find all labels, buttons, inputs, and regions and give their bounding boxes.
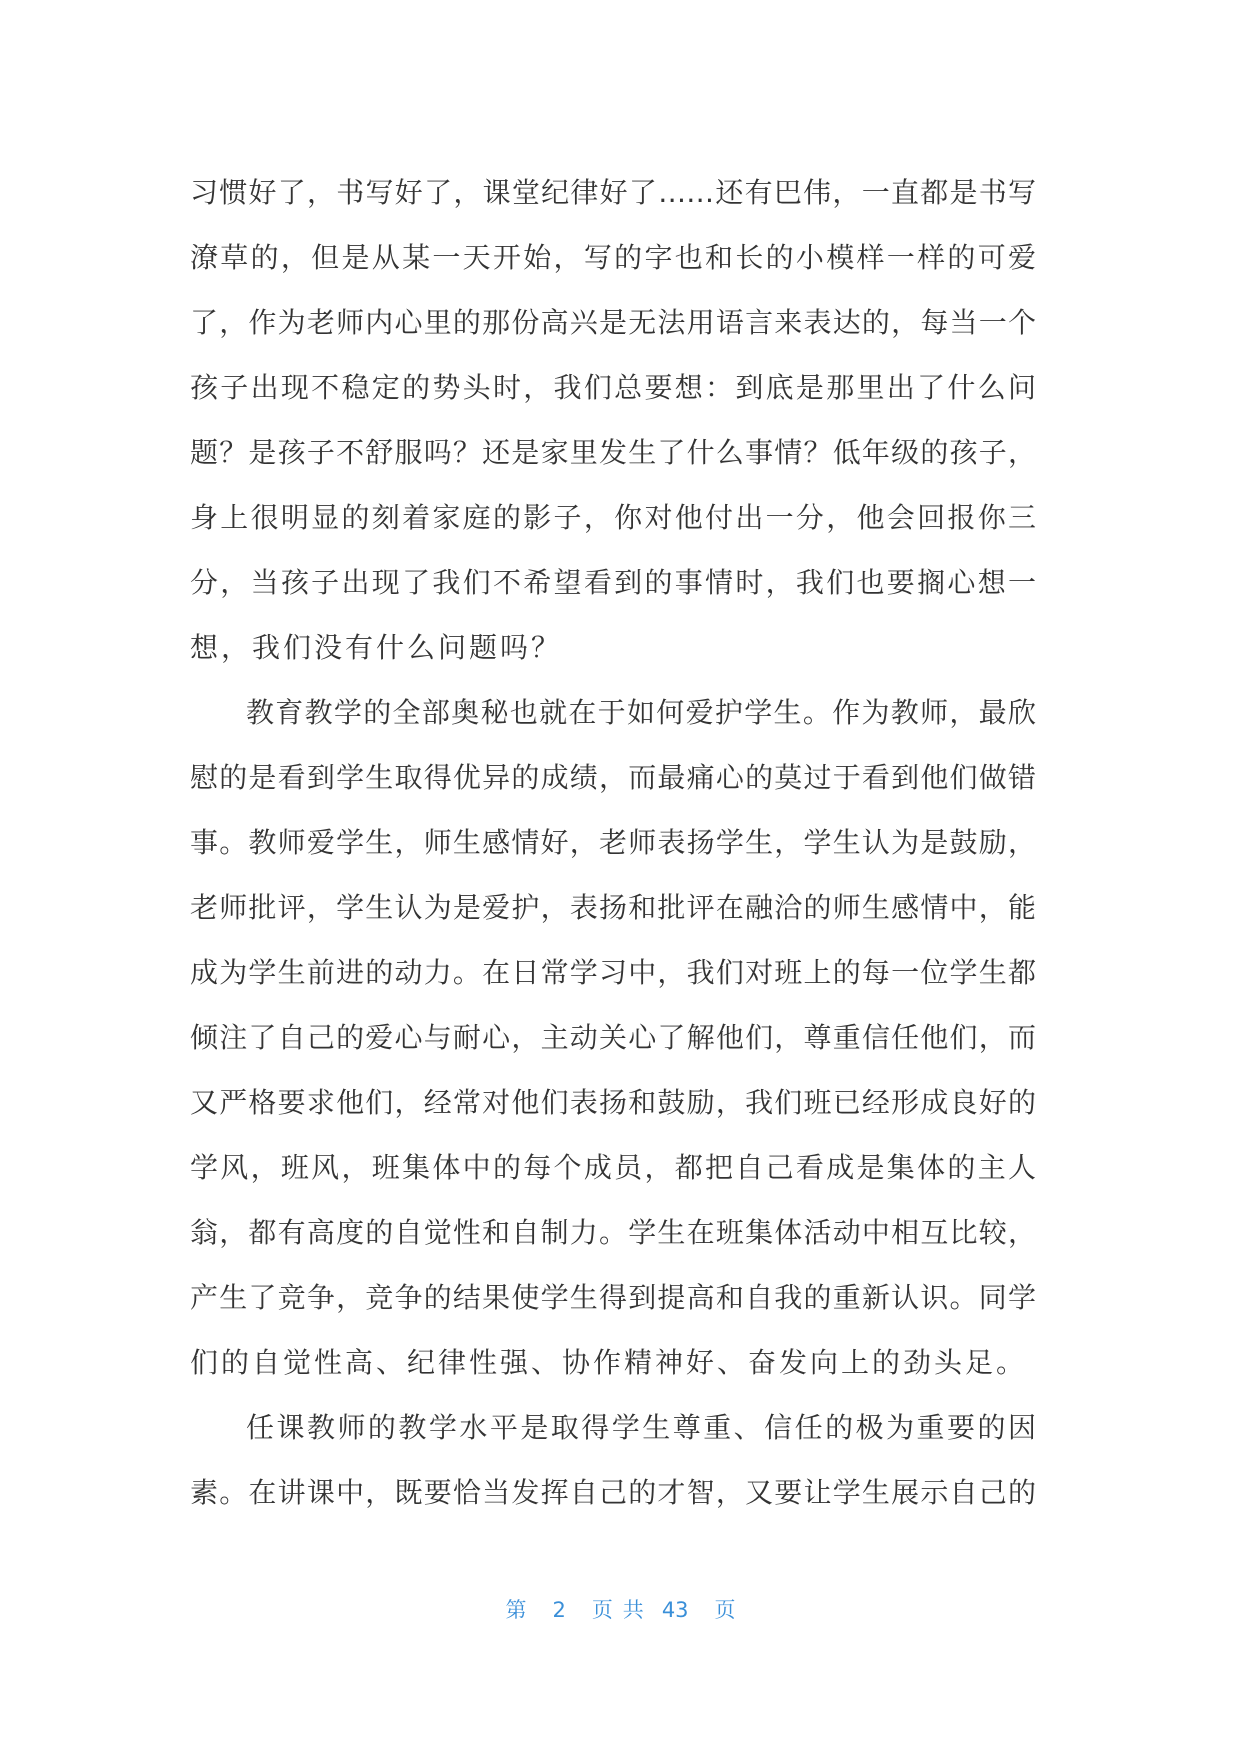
text-line: 事。教师爱学生，师生感情好，老师表扬学生，学生认为是鼓励， [190,826,1036,859]
text-line: 倾注了自己的爱心与耐心，主动关心了解他们，尊重信任他们，而 [190,1021,1036,1054]
footer-prefix: 第 [505,1598,527,1622]
total-pages-number: 43 [661,1598,689,1622]
text-line: 学风，班风，班集体中的每个成员，都把自己看成是集体的主人 [190,1151,1036,1184]
footer-suffix: 页 [714,1598,736,1622]
text-line: 素。在讲课中，既要恰当发挥自己的才智，又要让学生展示自己的 [190,1476,1036,1509]
paragraph-first-line: 任课教师的教学水平是取得学生尊重、信任的极为重要的因 [246,1411,1036,1444]
text-line: 身上很明显的刻着家庭的影子，你对他付出一分，他会回报你三 [190,501,1036,534]
paragraph-first-line: 教育教学的全部奥秘也就在于如何爱护学生。作为教师，最欣 [246,696,1036,729]
text-line: 想，我们没有什么问题吗？ [190,631,563,664]
text-line: 翁，都有高度的自觉性和自制力。学生在班集体活动中相互比较， [190,1216,1036,1249]
text-line: 慰的是看到学生取得优异的成绩，而最痛心的莫过于看到他们做错 [190,761,1036,794]
text-line: 产生了竞争，竞争的结果使学生得到提高和自我的重新认识。同学 [190,1281,1036,1314]
page-footer [0,1594,1241,1634]
text-line: 老师批评，学生认为是爱护，表扬和批评在融洽的师生感情中，能 [190,891,1036,924]
text-line: 孩子出现不稳定的势头时，我们总要想：到底是那里出了什么问 [190,371,1036,404]
text-line: 题？是孩子不舒服吗？还是家里发生了什么事情？低年级的孩子， [190,436,1036,469]
text-line: 习惯好了，书写好了，课堂纪律好了……还有巴伟，一直都是书写 [190,176,1036,209]
text-line: 们的自觉性高、纪律性强、协作精神好、奋发向上的劲头足。 [190,1346,1028,1379]
text-line: 潦草的，但是从某一天开始，写的字也和长的小模样一样的可爱 [190,241,1036,274]
current-page-number: 2 [552,1598,566,1622]
document-body [190,160,1036,1525]
text-line: 了，作为老师内心里的那份高兴是无法用语言来表达的，每当一个 [190,306,1036,339]
footer-middle: 页共 [591,1598,654,1622]
text-line: 又严格要求他们，经常对他们表扬和鼓励，我们班已经形成良好的 [190,1086,1036,1119]
text-line: 成为学生前进的动力。在日常学习中，我们对班上的每一位学生都 [190,956,1036,989]
text-line: 分，当孩子出现了我们不希望看到的事情时，我们也要搁心想一 [190,566,1036,599]
